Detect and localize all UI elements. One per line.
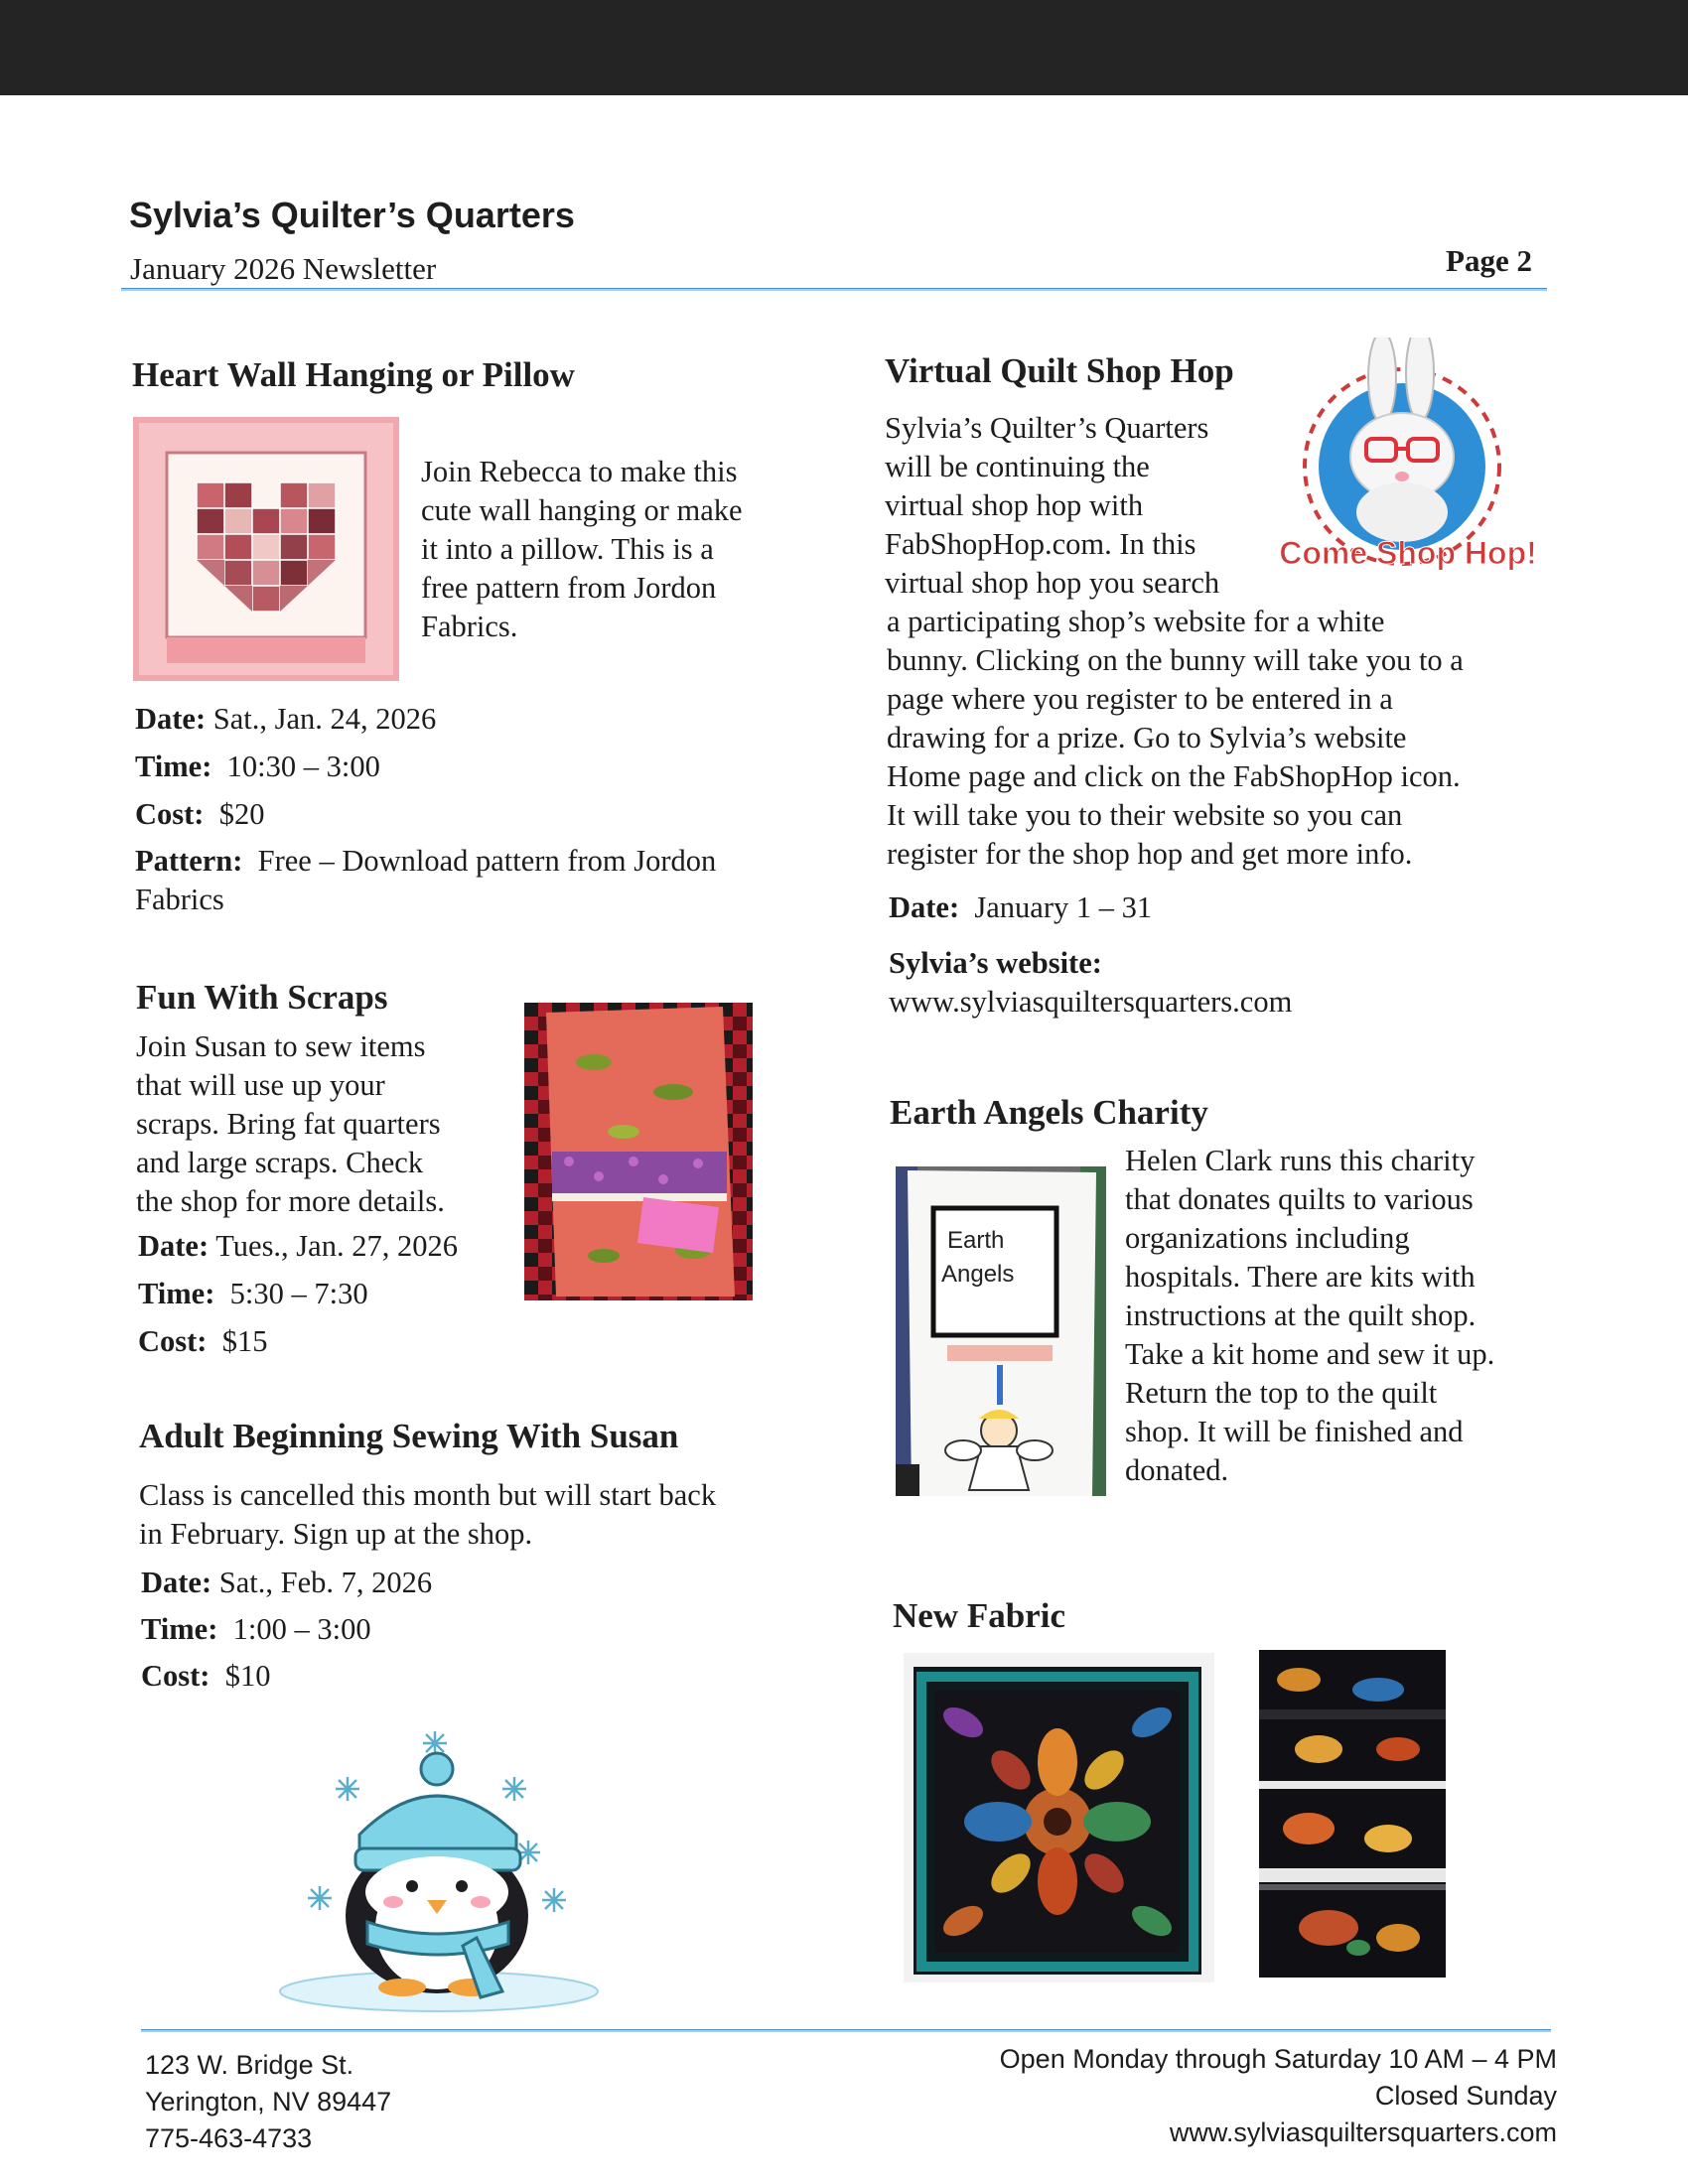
angels-line: Take a kit home and sew it up. bbox=[1125, 1337, 1495, 1371]
angels-sign-line2: Angels bbox=[941, 1261, 1015, 1288]
hop-title: Virtual Quilt Shop Hop bbox=[885, 351, 1234, 390]
footer-address bbox=[145, 2047, 391, 2157]
hop-line: drawing for a prize. Go to Sylvia’s website bbox=[887, 721, 1407, 754]
scraps-photo bbox=[524, 1003, 753, 1300]
hop-line: a participating shop’s website for a white bbox=[887, 605, 1385, 638]
scraps-time bbox=[138, 1277, 368, 1311]
scraps-line: and large scraps. Check bbox=[136, 1146, 424, 1179]
angels-line: instructions at the quilt shop. bbox=[1125, 1298, 1477, 1332]
cost-label: Cost: bbox=[138, 1324, 208, 1358]
cost-value: $10 bbox=[224, 1659, 271, 1693]
time-value: 5:30 – 7:30 bbox=[229, 1277, 368, 1310]
hop-line: register for the shop hop and get more info. bbox=[887, 837, 1413, 871]
angels-line: shop. It will be finished and bbox=[1125, 1415, 1464, 1448]
date-value: Sat., Feb. 7, 2026 bbox=[218, 1566, 433, 1599]
time-label: Time: bbox=[135, 750, 212, 783]
newsletter-issue: January 2026 Newsletter bbox=[130, 251, 437, 286]
angels-line: Return the top to the quilt bbox=[1125, 1376, 1438, 1410]
angels-line: that donates quilts to various bbox=[1125, 1182, 1474, 1216]
date-label: Date: bbox=[141, 1566, 212, 1599]
sewing-line: in February. Sign up at the shop. bbox=[139, 1517, 533, 1551]
date-label: Date: bbox=[138, 1229, 210, 1263]
pattern-value: Free – Download pattern from Jordon bbox=[257, 844, 717, 878]
time-value: 1:00 – 3:00 bbox=[232, 1612, 371, 1646]
sewing-time bbox=[141, 1612, 371, 1647]
heart-line: it into a pillow. This is a bbox=[421, 532, 714, 566]
heart-line: Join Rebecca to make this bbox=[421, 455, 738, 488]
cost-value: $15 bbox=[221, 1324, 268, 1358]
scraps-cost bbox=[138, 1324, 267, 1359]
angels-line: donated. bbox=[1125, 1453, 1229, 1487]
hop-line: virtual shop hop you search bbox=[885, 566, 1220, 600]
scraps-line: that will use up your bbox=[136, 1068, 385, 1102]
scraps-date bbox=[138, 1229, 458, 1264]
cost-label: Cost: bbox=[135, 797, 205, 831]
heart-line: free pattern from Jordon bbox=[421, 571, 717, 605]
address-city: Yerington, NV 89447 bbox=[145, 2087, 392, 2116]
open-hours: Open Monday through Saturday 10 AM – 4 PM bbox=[999, 2044, 1557, 2074]
sewing-date bbox=[141, 1566, 432, 1600]
website-label: Sylvia’s website: bbox=[889, 946, 1102, 980]
hop-line: It will take you to their website so you can bbox=[887, 798, 1403, 832]
earth-angels-photo bbox=[896, 1166, 1106, 1496]
hop-line: Home page and click on the FabShopHop icon. bbox=[887, 759, 1461, 793]
address-street: 123 W. Bridge St. bbox=[145, 2050, 354, 2080]
heart-time bbox=[135, 750, 380, 784]
heart-description bbox=[421, 453, 743, 646]
sewing-cost bbox=[141, 1659, 270, 1694]
hop-line: page where you register to be entered in a bbox=[887, 682, 1393, 716]
date-label: Date: bbox=[135, 702, 207, 736]
footer-rule bbox=[141, 2029, 1551, 2032]
cost-value: $20 bbox=[218, 797, 265, 831]
closed-day: Closed Sunday bbox=[1374, 2081, 1557, 2111]
shop-phone: 775-463-4733 bbox=[145, 2123, 313, 2153]
heart-cost bbox=[135, 797, 264, 832]
hop-description-wide bbox=[887, 603, 1464, 874]
angels-line: organizations including bbox=[1125, 1221, 1410, 1255]
time-label: Time: bbox=[141, 1612, 218, 1646]
hop-line: FabShopHop.com. In this bbox=[885, 527, 1196, 561]
hop-line: virtual shop hop with bbox=[885, 488, 1144, 522]
heart-pattern bbox=[135, 842, 716, 919]
page-number: Page 2 bbox=[1446, 243, 1532, 278]
angels-description bbox=[1125, 1142, 1494, 1490]
scraps-title: Fun With Scraps bbox=[136, 978, 388, 1017]
hop-line: bunny. Clicking on the bunny will take you to a bbox=[887, 643, 1464, 677]
date-value: Tues., Jan. 27, 2026 bbox=[215, 1229, 458, 1263]
date-value: Sat., Jan. 24, 2026 bbox=[212, 702, 437, 736]
heart-date bbox=[135, 702, 436, 737]
heart-title: Heart Wall Hanging or Pillow bbox=[132, 355, 575, 394]
scraps-description bbox=[136, 1027, 445, 1221]
hop-website bbox=[889, 944, 1292, 1022]
scraps-line: the shop for more details. bbox=[136, 1184, 445, 1218]
new-fabric-photo-1 bbox=[904, 1653, 1214, 1982]
heart-line: cute wall hanging or make bbox=[421, 493, 743, 527]
scan-top-edge bbox=[0, 0, 1688, 95]
hop-date bbox=[889, 890, 1152, 925]
sewing-line: Class is cancelled this month but will start back bbox=[139, 1478, 717, 1512]
hop-description-narrow bbox=[885, 409, 1219, 603]
heart-line: Fabrics. bbox=[421, 610, 518, 643]
scraps-line: Join Susan to sew items bbox=[136, 1029, 426, 1063]
angels-sign-line1: Earth bbox=[947, 1227, 1005, 1254]
heart-quilt-photo bbox=[133, 417, 399, 681]
website-value: www.sylviasquiltersquarters.com bbox=[889, 985, 1293, 1019]
pattern-label: Pattern: bbox=[135, 844, 243, 878]
sewing-description bbox=[139, 1476, 716, 1554]
footer-hours bbox=[1000, 2041, 1557, 2151]
shop-name: Sylvia’s Quilter’s Quarters bbox=[129, 195, 575, 235]
scraps-line: scraps. Bring fat quarters bbox=[136, 1107, 441, 1141]
date-label: Date: bbox=[889, 890, 960, 924]
date-value: January 1 – 31 bbox=[974, 890, 1153, 924]
header-rule bbox=[121, 288, 1547, 291]
cost-label: Cost: bbox=[141, 1659, 211, 1693]
sewing-title: Adult Beginning Sewing With Susan bbox=[139, 1417, 679, 1455]
penguin-clipart bbox=[268, 1717, 611, 2015]
fabric-title: New Fabric bbox=[893, 1596, 1065, 1635]
angels-title: Earth Angels Charity bbox=[890, 1093, 1208, 1132]
pattern-value-cont: Fabrics bbox=[135, 883, 224, 916]
new-fabric-photo-2 bbox=[1259, 1650, 1446, 1978]
footer-website: www.sylviasquiltersquarters.com bbox=[1169, 2117, 1557, 2147]
time-label: Time: bbox=[138, 1277, 215, 1310]
come-shop-hop-logo bbox=[1279, 338, 1537, 586]
hop-logo-text: Come Shop Hop! bbox=[1279, 535, 1537, 571]
angels-line: hospitals. There are kits with bbox=[1125, 1260, 1476, 1294]
hop-line: will be continuing the bbox=[885, 450, 1150, 483]
hop-line: Sylvia’s Quilter’s Quarters bbox=[885, 411, 1209, 445]
time-value: 10:30 – 3:00 bbox=[226, 750, 380, 783]
angels-line: Helen Clark runs this charity bbox=[1125, 1144, 1476, 1177]
